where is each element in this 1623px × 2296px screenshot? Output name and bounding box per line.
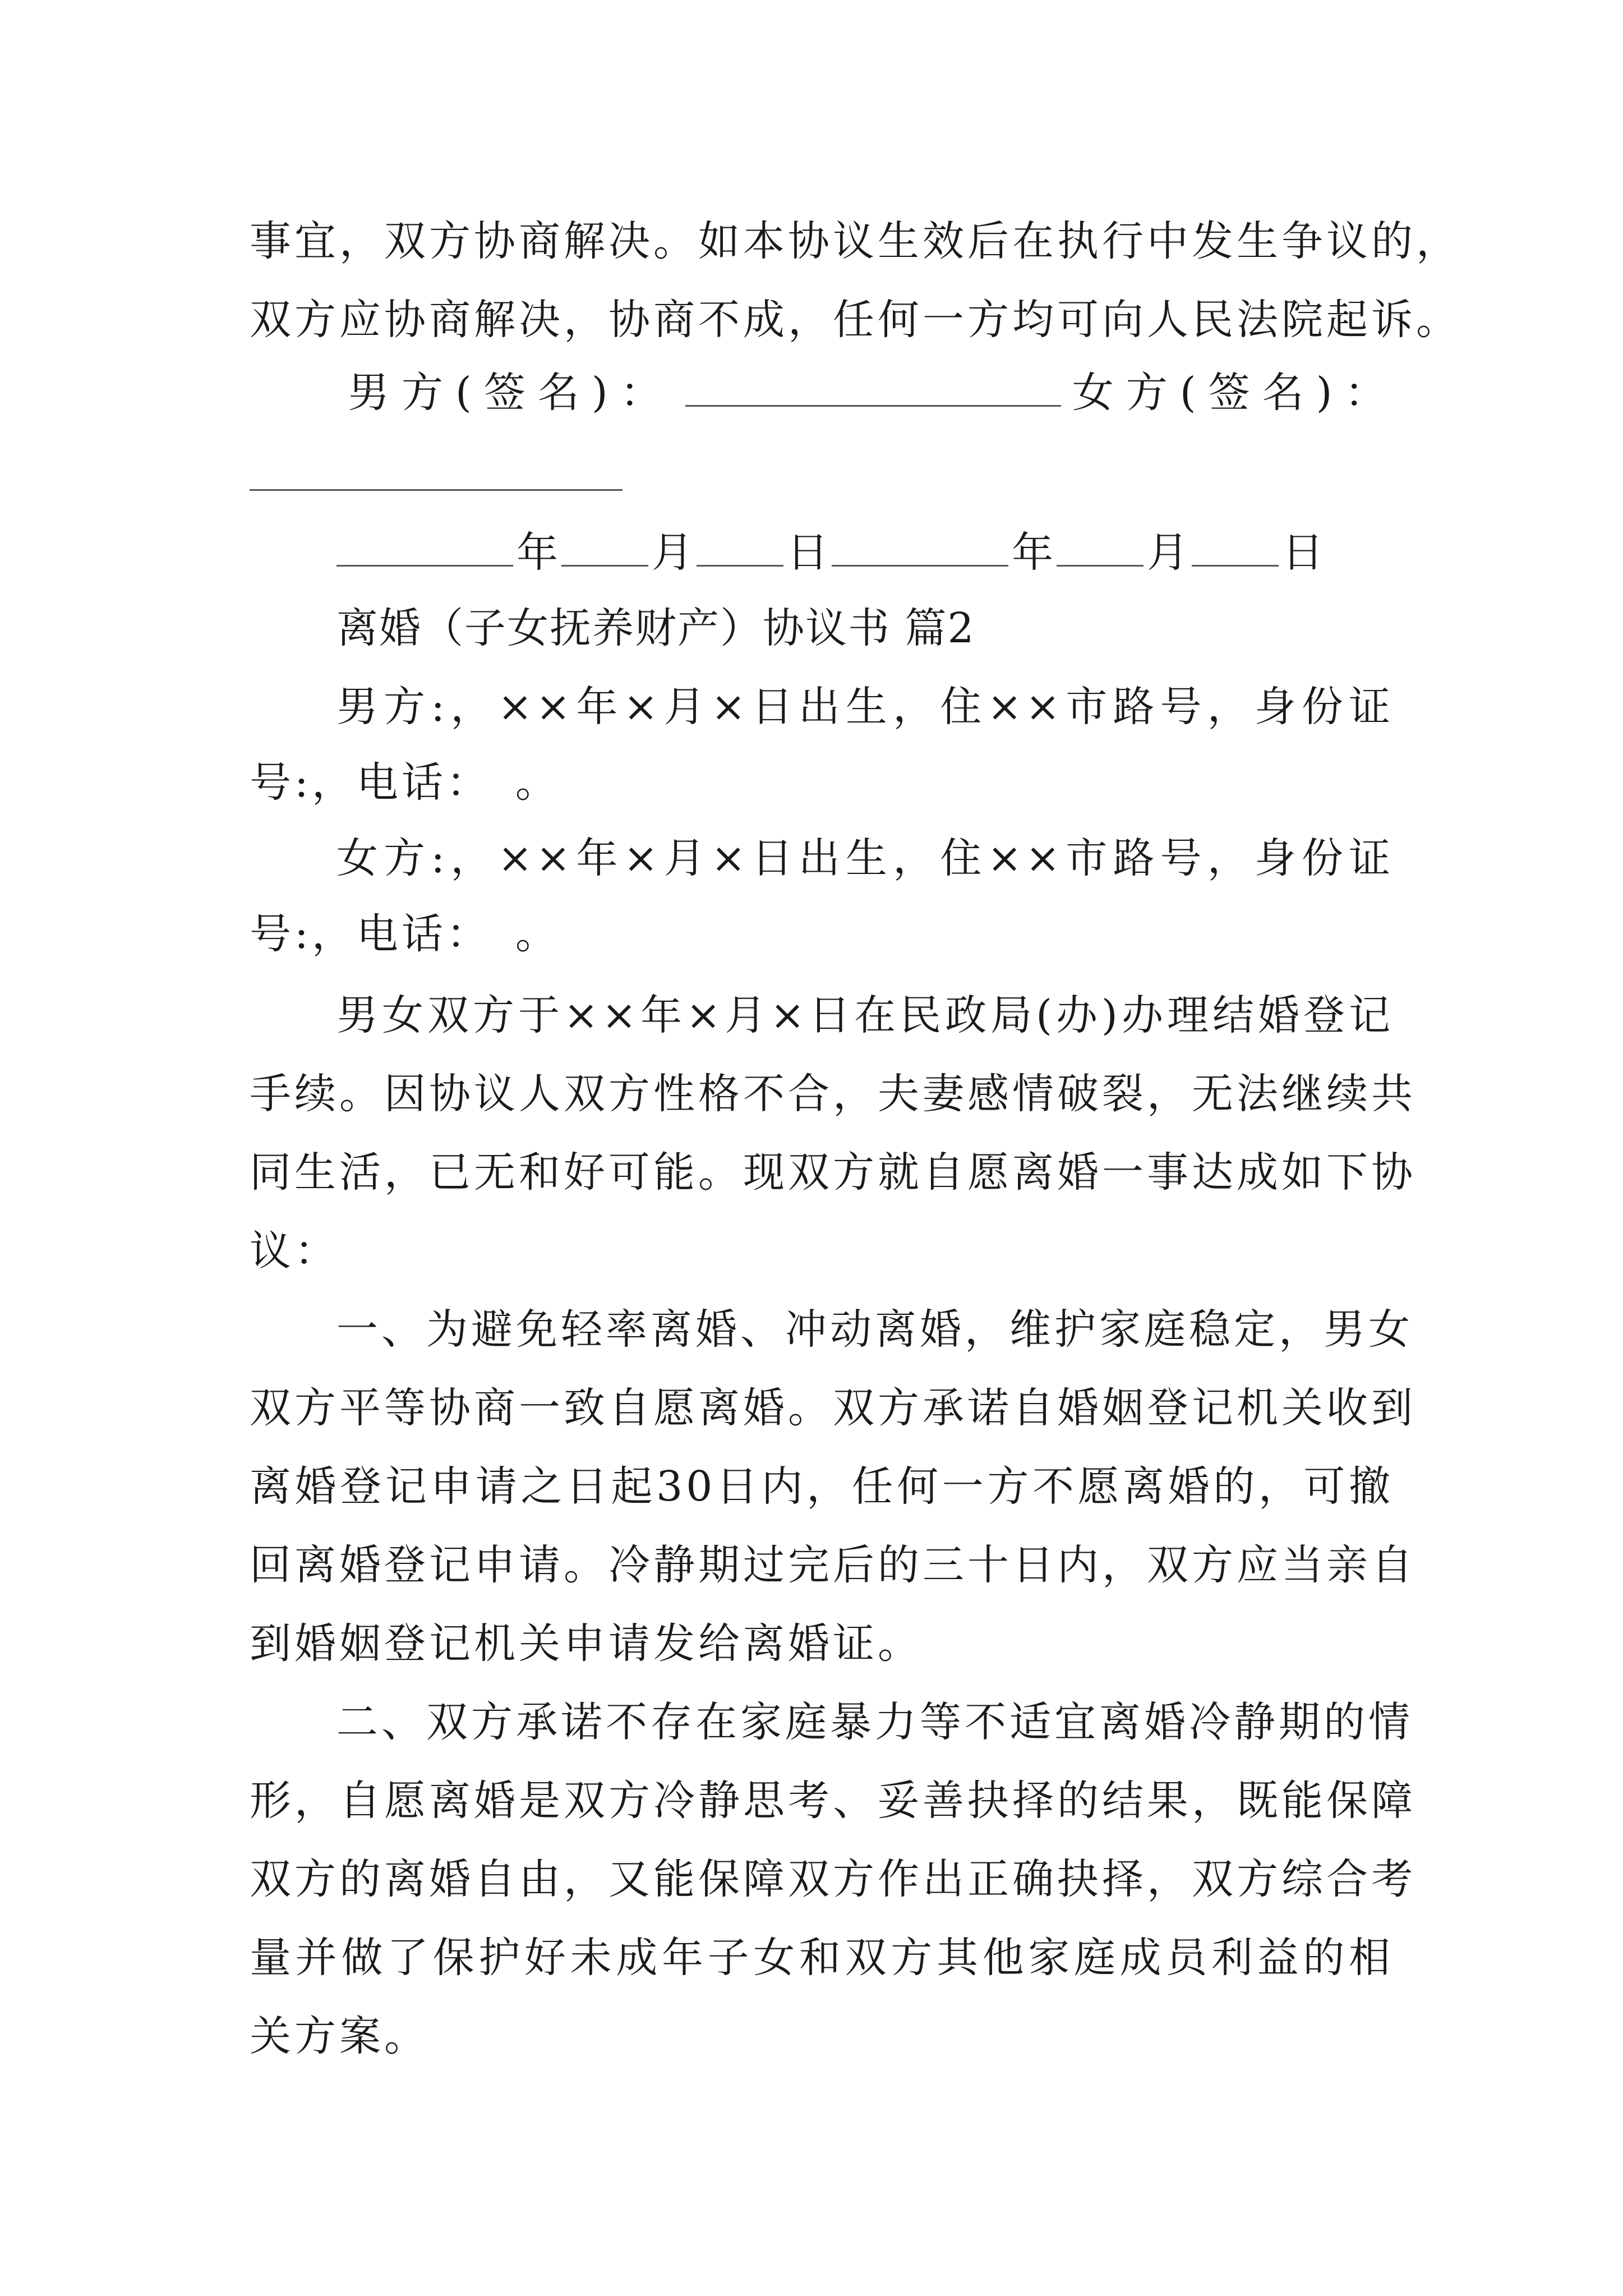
male-info-line: 男方:，××年×月×日出生，住××市路号，身份证 <box>336 683 1394 731</box>
clause-line: 双方平等协商一致自愿离婚。双方承诺自婚姻登记机关收到 <box>250 1384 1416 1432</box>
clause-line: 量并做了保护好未成年子女和双方其他家庭成员利益的相 <box>250 1934 1394 1982</box>
month-label: 月 <box>652 528 693 577</box>
clause-line: 双方的离婚自由，又能保障双方作出正确抉择，双方综合考 <box>250 1855 1416 1903</box>
clause-line: 到婚姻登记机关申请发给离婚证。 <box>250 1619 923 1668</box>
clause-line: 二、双方承诺不存在家庭暴力等不适宜离婚冷静期的情 <box>336 1698 1413 1746</box>
date-blank <box>1192 526 1279 567</box>
month-label: 月 <box>1147 528 1188 577</box>
year-label: 年 <box>517 528 558 577</box>
paragraph-line: 双方应协商解决，协商不成，任何一方均可向人民法院起诉。 <box>250 296 1461 344</box>
male-info-line: 号:，电话： 。 <box>250 758 560 807</box>
male-signature-label: 男方(签名)： <box>348 369 674 417</box>
intro-line: 同生活，已无和好可能。现双方就自愿离婚一事达成如下协 <box>250 1148 1416 1197</box>
date-blank <box>832 526 1008 567</box>
date-row <box>336 524 1481 581</box>
intro-line: 男女双方于××年×月×日在民政局(办)办理结婚登记 <box>336 991 1394 1039</box>
day-label: 日 <box>1282 528 1324 577</box>
female-signature-blank <box>250 489 623 491</box>
intro-line: 手续。因协议人双方性格不合，夫妻感情破裂，无法继续共 <box>250 1070 1416 1118</box>
date-blank <box>697 526 783 567</box>
paragraph-line: 事宜，双方协商解决。如本协议生效后在执行中发生争议的， <box>250 217 1461 265</box>
female-info-line: 号:，电话： 。 <box>250 910 560 958</box>
female-info-line: 女方:，××年×月×日出生，住××市路号，身份证 <box>336 834 1394 882</box>
section-title: 离婚（子女抚养财产）协议书 篇2 <box>336 604 975 652</box>
clause-line: 一、为避免轻率离婚、冲动离婚，维护家庭稳定，男女 <box>336 1305 1413 1354</box>
day-label: 日 <box>787 528 828 577</box>
clause-line: 形，自愿离婚是双方冷静思考、妥善抉择的结果，既能保障 <box>250 1777 1416 1825</box>
intro-line: 议： <box>250 1227 339 1275</box>
date-blank <box>561 526 648 567</box>
clause-line: 关方案。 <box>250 2012 429 2060</box>
male-signature-blank <box>685 366 1061 407</box>
clause-line: 回离婚登记申请。冷静期过完后的三十日内，双方应当亲自 <box>250 1541 1416 1589</box>
date-blank <box>1057 526 1144 567</box>
clause-line: 离婚登记申请之日起30日内，任何一方不愿离婚的，可撤 <box>250 1462 1394 1511</box>
signature-row <box>348 365 1405 421</box>
year-label: 年 <box>1012 528 1053 577</box>
date-blank <box>336 526 513 567</box>
female-signature-label: 女方(签名)： <box>1072 369 1399 417</box>
